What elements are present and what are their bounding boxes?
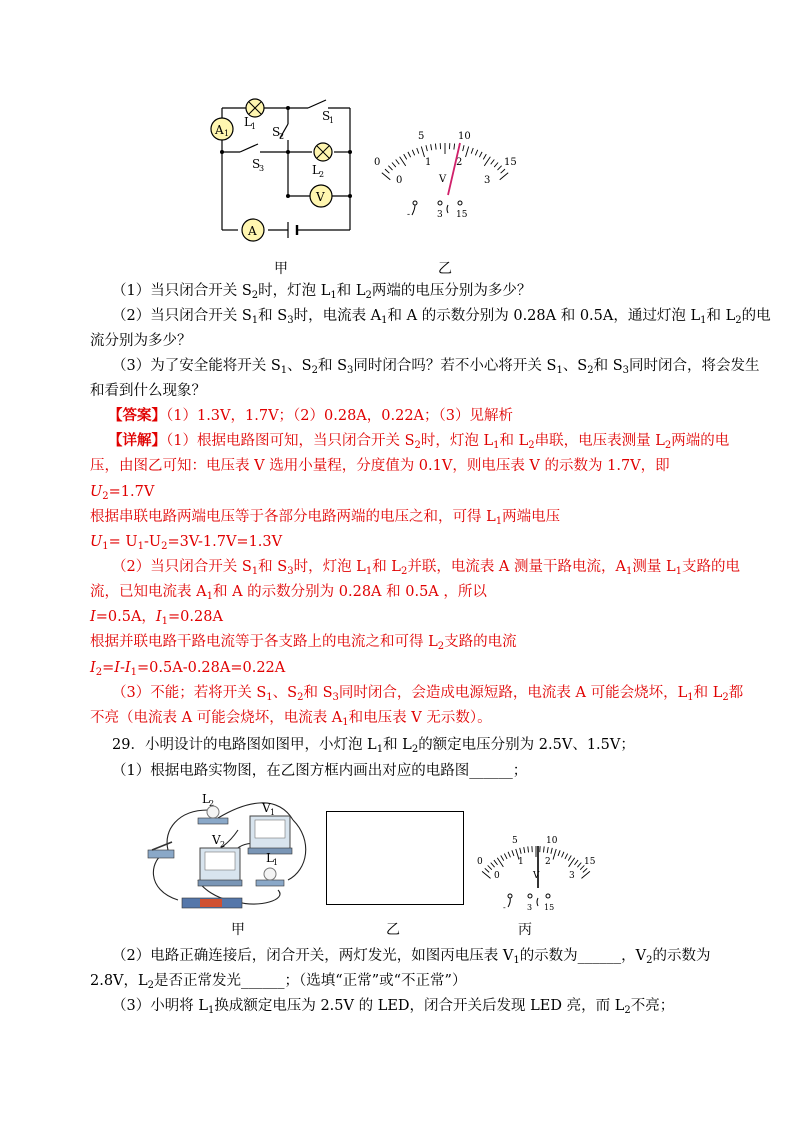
detail-line-7: 流，已知电流表 $A_1$和 A 的示数分别为 0.28A 和 0.5A ，所以 xyxy=(90,584,487,602)
lamp-l2-icon xyxy=(314,143,332,161)
q29-intro: 29．小明设计的电路图如图甲，小灯泡 $L_1$和 $L_2$的额定电压分别为 2.5V、1.5V； xyxy=(112,737,635,755)
dial-tick xyxy=(491,863,495,868)
dial-tick xyxy=(501,856,504,861)
answer-line: 【答案】（1）1.3V，1.7V；（2）0.28A，0.22A；（3）见解析 xyxy=(108,407,514,424)
q29-part3: （3）小明将 $L_1$换成额定电压为 2.5V 的 LED，闭合开关后发现 LED 亮，而 $L_2$不亮； xyxy=(112,998,675,1016)
dial-tick xyxy=(479,152,482,157)
dial-tick xyxy=(482,871,490,878)
dial-tick xyxy=(404,154,407,159)
detail-line-3: $U_2=1.7V$ xyxy=(90,484,155,502)
svg-text:S: S xyxy=(322,109,331,123)
svg-text:10: 10 xyxy=(458,131,471,142)
dial-tick xyxy=(392,162,396,167)
svg-text:A: A xyxy=(215,123,224,137)
svg-text:V: V xyxy=(262,801,271,815)
dial-tick xyxy=(508,852,510,858)
svg-text:S: S xyxy=(272,125,281,139)
svg-text:15: 15 xyxy=(584,857,596,867)
switch-icon xyxy=(148,842,174,858)
svg-text:1: 1 xyxy=(425,157,432,168)
dial-tick xyxy=(463,145,464,151)
svg-text:1: 1 xyxy=(329,116,335,125)
bulb-l2-icon xyxy=(198,792,228,824)
svg-text:2: 2 xyxy=(209,799,215,808)
voltmeter-v1-icon xyxy=(248,801,292,854)
dial-tick xyxy=(565,854,568,859)
svg-text:L: L xyxy=(244,115,252,129)
svg-text:V: V xyxy=(439,174,447,185)
q28-part3: （3）为了安全能将开关 $S_1$、$S_2$和 $S_3$同时闭合吗？若不小心将开关 $S_1$、$S_2$和 $S_3$同时闭合，将会发生 xyxy=(112,358,760,376)
q28-part3-cont: 和看到什么现象？ xyxy=(90,383,206,399)
dial-tick xyxy=(568,856,571,861)
svg-text:3: 3 xyxy=(437,210,443,220)
dial-tick xyxy=(417,148,419,154)
dial-tick xyxy=(494,860,498,865)
voltmeter-v-icon xyxy=(310,185,332,207)
detail-line-4: 根据串联电路两端电压等于各部分电路两端的电压之和，可得 $L_1$两端电压 xyxy=(90,509,561,527)
detail-line-10: $I_2=I-I_1=0.5A-0.28A=0.22A$ xyxy=(90,660,286,678)
caption-jia: 甲 xyxy=(274,261,288,277)
svg-text:0: 0 xyxy=(477,857,483,867)
ammeter-a-icon xyxy=(242,219,264,241)
detail-line-11: （3）不能；若将开关 $S_1$、$S_2$和 $S_3$同时闭合，会造成电源短路，电流表 A 可能会烧坏，$L_1$和 $L_2$都 xyxy=(112,685,744,703)
svg-text:0: 0 xyxy=(494,871,500,881)
dial-tick xyxy=(528,846,529,852)
dial-tick xyxy=(488,865,492,869)
svg-text:1: 1 xyxy=(518,857,524,867)
caption2-yi: 乙 xyxy=(386,922,400,938)
caption2-jia: 甲 xyxy=(231,922,245,938)
q28-part2-cont: 流分别为多少？ xyxy=(90,333,192,349)
svg-text:5: 5 xyxy=(512,836,518,846)
dial-tick xyxy=(551,848,552,854)
detail-line-2: 压，由图乙可知：电压表 V 选用小量程，分度值为 0.1V，则电压表 V 的示数为 1.7V，即 xyxy=(90,458,670,474)
svg-text:15: 15 xyxy=(504,157,517,168)
dial-tick xyxy=(581,871,589,878)
svg-text:10: 10 xyxy=(546,836,558,846)
svg-text:3: 3 xyxy=(259,164,265,173)
dial-tick xyxy=(408,152,411,157)
dial-tick xyxy=(574,860,578,865)
voltmeter-v2-icon xyxy=(198,833,242,886)
svg-text:2: 2 xyxy=(220,840,226,849)
dial-tick xyxy=(454,144,455,150)
dial-tick xyxy=(471,148,473,154)
physical-circuit-jia xyxy=(138,790,323,915)
dial-tick xyxy=(553,849,556,860)
svg-text:-: - xyxy=(503,903,506,912)
caption-yi: 乙 xyxy=(438,261,452,277)
dial-tick xyxy=(512,850,514,856)
circuit-diagram-jia xyxy=(200,88,370,248)
detail-line-9: 根据并联电路干路电流等于各支路上的电流之和可得 $L_2$支路的电流 xyxy=(90,634,517,652)
dial-tick xyxy=(494,162,498,167)
svg-text:3: 3 xyxy=(484,175,491,186)
dial-tick xyxy=(475,150,477,156)
svg-text:-: - xyxy=(407,210,411,220)
dial-tick xyxy=(491,159,495,164)
detail-line-5: $U_1= U_1-U_2=3V-1.7V=1.3V$ xyxy=(90,534,283,552)
q28-part2: （2）当只闭合开关 $S_1$和 $S_3$时，电流表 $A_1$和 A 的示数分别为 0.28A 和 0.5A，通过灯泡 $L_1$和 $L_2$的电 xyxy=(112,308,771,326)
svg-text:1: 1 xyxy=(270,808,276,817)
dial-tick xyxy=(396,159,400,164)
svg-text:15: 15 xyxy=(456,210,468,220)
svg-text:1: 1 xyxy=(251,122,257,131)
dial-tick xyxy=(435,144,436,150)
svg-text:1: 1 xyxy=(273,858,279,867)
dial-tick xyxy=(426,145,427,151)
q29-part1: （1）根据电路实物图，在乙图方框内画出对应的电路图______； xyxy=(112,763,528,779)
drawing-box-yi xyxy=(326,811,464,905)
dial-tick xyxy=(562,852,564,858)
svg-text:V: V xyxy=(533,871,540,881)
ammeter-a1-icon xyxy=(211,118,233,140)
svg-text:2: 2 xyxy=(319,170,325,179)
dial-tick xyxy=(388,166,392,170)
q28-part1: （1）当只闭合开关 $S_2$时，灯泡 $L_1$和 $L_2$两端的电压分别为多少？ xyxy=(112,283,532,301)
svg-text:2: 2 xyxy=(545,857,551,867)
voltmeter-dial-bing xyxy=(474,832,599,917)
svg-text:2: 2 xyxy=(456,157,463,168)
svg-text:5: 5 xyxy=(418,131,425,142)
detail-line-8: I=0.5A，$I_1=0.28A$ xyxy=(90,609,223,627)
svg-text:3: 3 xyxy=(527,903,533,912)
dial-tick xyxy=(558,850,560,856)
svg-text:0: 0 xyxy=(396,175,403,186)
svg-text:S: S xyxy=(252,157,261,171)
dial-tick xyxy=(501,169,505,173)
svg-text:L: L xyxy=(202,792,210,806)
battery-icon xyxy=(182,898,242,908)
svg-text:3: 3 xyxy=(569,871,575,881)
svg-text:2: 2 xyxy=(279,132,285,141)
svg-text:A: A xyxy=(248,224,257,238)
dial-tick xyxy=(466,146,469,157)
detail-line-1: 【详解】（1）根据电路图可知，当只闭合开关 $S_2$时，灯泡 $L_1$和 $L_2$串联，电压表测量 $L_2$两端的电 xyxy=(108,432,730,451)
dial-tick xyxy=(484,157,490,166)
dial-tick xyxy=(583,868,587,872)
svg-text:L: L xyxy=(266,851,274,865)
caption2-bing: 丙 xyxy=(518,922,532,938)
dial-tick xyxy=(504,854,507,859)
dial-tick xyxy=(497,166,501,170)
detail-line-6: （2）当只闭合开关 $S_1$和 $S_3$时，灯泡 $L_1$和 $L_2$并联，电流表 A 测量干路电流，$A_1$测量 $L_1$支路的电 xyxy=(112,559,740,577)
bulb-l1-icon xyxy=(256,851,284,886)
dial-tick xyxy=(385,169,389,173)
svg-text:L: L xyxy=(312,163,320,177)
dial-tick xyxy=(547,847,548,853)
dial-tick xyxy=(400,157,406,166)
svg-text:15: 15 xyxy=(544,903,555,912)
svg-text:V: V xyxy=(212,833,221,847)
voltmeter-dial-yi xyxy=(370,125,520,225)
svg-text:1: 1 xyxy=(224,129,230,138)
dial-tick xyxy=(485,868,489,872)
dial-tick xyxy=(483,154,486,159)
dial-tick xyxy=(412,150,414,156)
dial-tick xyxy=(577,863,581,868)
dial-tick xyxy=(543,846,544,852)
dial-tick xyxy=(431,144,432,150)
dial-tick xyxy=(382,173,390,180)
q29-part2: （2）电路正确连接后，闭合开关，两灯发光，如图丙电压表 $V_1$的示数为______，$V_2$的示数为 xyxy=(112,948,711,966)
dial-tick xyxy=(421,146,424,157)
q29-part2-cont: 2.8V，$L_2$是否正常发光______；（选填“正常”或“不正常”） xyxy=(90,973,467,991)
detail-line-12: 不亮（电流表 A 可能会烧坏，电流表 $A_1$和电压表 V 无示数）。 xyxy=(90,710,492,728)
dial-tick xyxy=(500,173,508,180)
svg-text:0: 0 xyxy=(374,157,381,168)
svg-text:V: V xyxy=(316,190,325,204)
dial-tick xyxy=(524,847,525,853)
dial-tick xyxy=(520,848,521,854)
